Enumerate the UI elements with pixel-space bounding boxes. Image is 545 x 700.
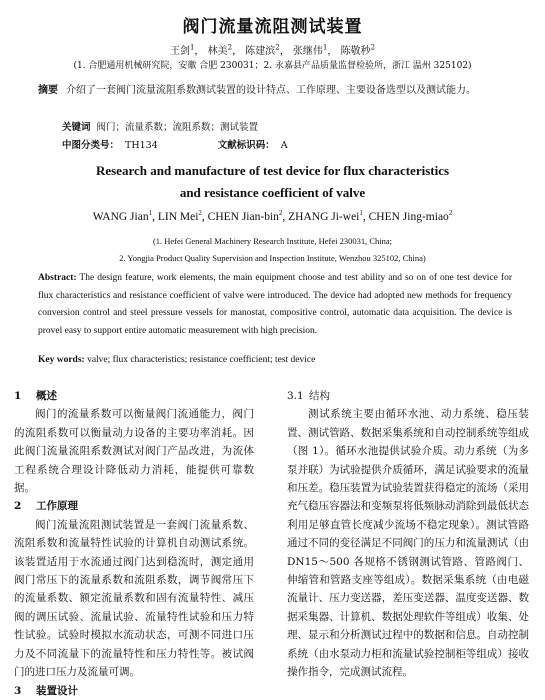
abstract-text-en: The design feature, work elements, the main equipment choose and test ability and so on of one test device for flux characteristics and resistance coefficient of valve were introduced. The device had adopted new methods for frequency conversion control and steel pressure vessels for manostat, compositive control, automatic data acquisition. The device is provel easy to support entire automatic measurement with high precision.: [38, 273, 512, 336]
paper-title-cn: 阀门流量流阻测试装置: [182, 17, 363, 37]
keywords-cn: [62, 119, 258, 133]
author-affil-mark: 2: [198, 209, 202, 217]
doc-code-label: 文献标识码：: [217, 140, 275, 151]
author-list-cn: 王剑$^1$， 林美$^2$， 陈建滨$^2$， 张继伟$^1$， 陈敬秒$^2$: [169, 43, 376, 57]
author-list-en: WANG Jian$^1$, LIN Mei$^2$, CHEN Jian-bin$^2$, ZHANG Ji-wei$^1$, CHEN Jing-miao$^2$: [92, 209, 453, 223]
classification-cn: [62, 137, 288, 151]
section-number: 3: [14, 684, 22, 697]
section-title: 工作原理: [36, 500, 78, 513]
affiliation-en: [0, 233, 545, 267]
abstract-label-en: Abstract:: [38, 273, 77, 283]
author-name: WANG Jian: [92, 210, 149, 223]
author-affil-mark: 2: [448, 209, 453, 217]
section-number: 2: [14, 500, 22, 513]
section-paragraph: 阀门的流量系数可以衡量阀门流通能力，阀门的流阻系数可以衡量动力设备的主要功率消耗。因此阀门流量流阻系数测试对阀门产品改进，为流体工程系统合理设计降低动力消耗，能提供可靠数据。: [14, 408, 254, 495]
author-affil-mark: 2: [278, 209, 283, 217]
section-paragraph: 阀门流量流阻测试装置是一套阀门流量系数、流阻系数和流量特性试验的计算机自动测试系统。该装置适用于水流通过阀门达到稳流时，测定通用阀门常压下的流量系数和流阻系数，调节阀常压下的流量系数、额定流量系数和固有流量特性、减压阀的调压试验、流量试验、流量特性试验和压力特性试验。试验时模拟水流动状态，可测不同进口压力及不同流量下的流量特性和压力特性等。被试阀门的进口压力及流量可调。: [14, 518, 254, 679]
keywords-label-en: Key words:: [38, 355, 85, 365]
section-heading: [14, 497, 254, 515]
affiliation-en-line: 2. Yongjia Product Quality Supervision and Inspection Institute, Wenzhou 325102, China): [119, 253, 426, 263]
author-name: 王剑: [169, 46, 190, 57]
affiliation-en-line: (1. Hefei General Machinery Research Institute, Hefei 230031, China;: [152, 236, 393, 246]
section-paragraph: 测试系统主要由循环水池、动力系统、稳压装置、测试管路、数据采集系统和自动控制系统等组成（图 1）。循环水池提供试验介质。动力系统（为多泵并联）为试验提供介质循环，满足试验要求的流量和压差。稳压装置为试验装置获得稳定的流场（采用充气稳压容器法和变频泵将低频脉动消除到最低状态利用足够直管长度减少流场不稳定现象）。测试管路通过不同的变径满足不同阀门的压力和流量测试（由 DN15～500 各规格不锈钢测试管路、管路阀门、伸缩管和管路支座等组成）。数据采集系统（由电磁流量计、压力变送器，差压变送器、温度变送器、数据采集器、计算机、数据处理软件等组成）收集、处理、显示和分析测试过程中的数据和信息。自动控制系统（由水泵动力柜和流量试验控制柜等组成）接收操作指令，完成测试流程。: [287, 408, 529, 679]
section-title: 装置设计: [36, 684, 78, 697]
author-name: CHEN Jing-miao: [368, 210, 449, 223]
doc-code-value: A: [280, 140, 288, 151]
keywords-text-cn: 阀门；流量系数；流阻系数；测试装置: [96, 122, 259, 133]
section-title: 结构: [309, 390, 330, 402]
affiliation-cn: (1. 合肥通用机械研究院，安徽 合肥 230031；2. 永嘉县产品质量监督检验所，浙江 温州 325102): [73, 61, 472, 71]
abstract-label-cn: 摘要: [38, 85, 58, 96]
section-heading: [14, 387, 254, 405]
author-affil-mark: 2: [275, 43, 280, 52]
author-affil-mark: 1: [359, 209, 363, 217]
section-heading: [14, 682, 254, 700]
abstract-text-cn: 介绍了一套阀门流量流阻系数测试装置的设计特点、工作原理、主要设备选型以及测试能力。: [66, 85, 476, 96]
author-name: ZHANG Ji-wei: [288, 210, 360, 223]
title-en-line: Research and manufacture of test device for flux characteristics: [95, 163, 450, 178]
author-name: 林美: [207, 46, 228, 57]
section-number: 3.1: [287, 390, 304, 402]
paper-title-en: [0, 160, 545, 204]
keywords-en: [38, 355, 512, 365]
abstract-cn: [38, 82, 508, 99]
clc-value: TH134: [125, 140, 158, 151]
keywords-label-cn: 关键词: [62, 122, 91, 133]
abstract-en: [38, 270, 512, 340]
author-name: CHEN Jian-bin: [207, 210, 279, 223]
author-affil-mark: 1: [322, 43, 328, 52]
section-title: 概述: [36, 390, 57, 402]
author-affil-mark: 2: [370, 43, 376, 52]
author-affil-mark: 1: [189, 43, 195, 52]
clc-label: 中图分类号：: [62, 140, 120, 151]
keywords-text-en: valve; flux characteristics; resistance coefficient; test device: [87, 355, 316, 365]
author-name: 陈敬秒: [340, 46, 371, 57]
author-name: LIN Mei: [157, 210, 199, 223]
author-name: 张继伟: [292, 46, 323, 57]
body-column-left: [14, 387, 254, 700]
author-affil-mark: 2: [227, 43, 233, 52]
author-affil-mark: 1: [148, 209, 153, 217]
section-number: 1: [14, 390, 22, 402]
author-name: 陈建滨: [245, 46, 276, 57]
title-en-line: and resistance coefficient of valve: [179, 185, 366, 200]
subsection-heading: [287, 387, 529, 405]
body-column-right: [287, 387, 529, 682]
